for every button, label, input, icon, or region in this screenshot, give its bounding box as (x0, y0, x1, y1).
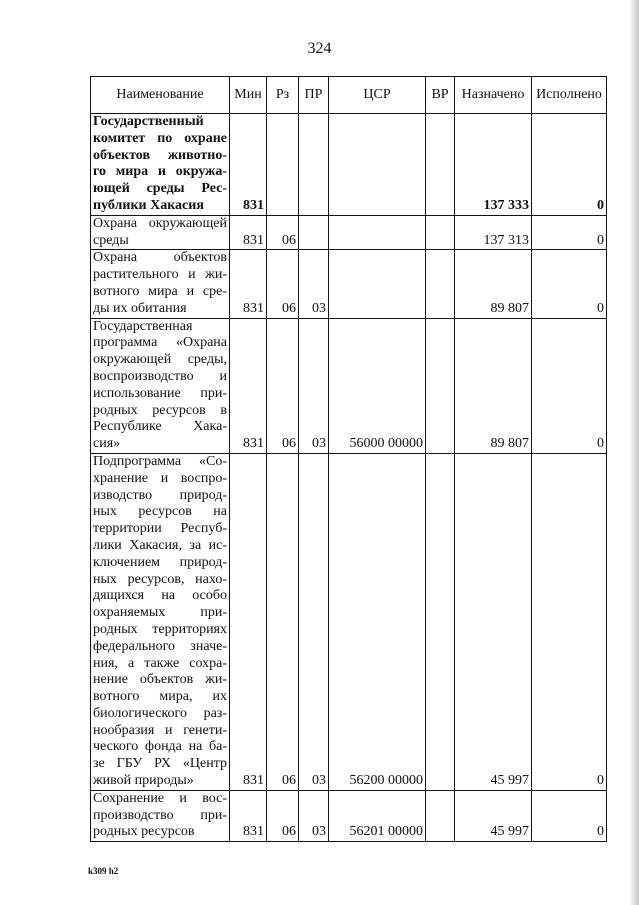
row-name-line: производство при- (93, 807, 227, 823)
row-name-line: Охрана окружающей (93, 215, 227, 231)
row-pr: 03 (299, 453, 329, 790)
row-name-line: нение объектов жи- (93, 672, 227, 688)
row-csr: 56200 00000 (329, 453, 426, 790)
row-name-line: территории Респуб- (93, 521, 227, 537)
table-body (91, 114, 607, 842)
row-name-line: федерального значе- (93, 638, 227, 654)
row-name-line: Государственная (93, 318, 193, 334)
header-executed: Исполнено (532, 77, 607, 114)
row-pr (299, 114, 329, 216)
row-name-line: использование при- (93, 385, 227, 401)
row-name-line: зе ГБУ РХ «Центр (93, 756, 227, 772)
row-name-line: родных ресурсов (93, 824, 195, 840)
row-csr: 56201 00000 (329, 790, 426, 841)
row-name-line: Подпрограмма «Со- (93, 453, 227, 469)
header-assigned: Назначено (455, 77, 532, 114)
row-name-line: объектов животно- (93, 147, 227, 163)
row-name-line: живой природы» (93, 773, 194, 789)
footer-code: k309 h2 (88, 866, 119, 876)
row-assigned: 45 997 (455, 790, 532, 841)
table-row (91, 453, 607, 790)
row-name-line: сия» (93, 436, 121, 452)
row-name-line: вотного мира, их (93, 689, 227, 705)
row-rz (267, 114, 299, 216)
row-name-line: Сохранение и вос- (93, 790, 227, 806)
header-vr: ВР (426, 77, 455, 114)
row-assigned: 89 807 (455, 318, 532, 453)
row-name-line: дящихся на особо (93, 588, 227, 604)
row-rz: 06 (267, 453, 299, 790)
row-name (91, 318, 230, 453)
row-rz: 06 (267, 215, 299, 250)
row-pr: 03 (299, 318, 329, 453)
row-executed: 0 (532, 215, 607, 250)
row-executed: 0 (532, 250, 607, 318)
row-name-line: ключением природ- (93, 554, 227, 570)
row-min: 831 (230, 250, 267, 318)
row-name-line: го мира и окружа- (93, 164, 227, 180)
row-name-line: родных территориях (93, 621, 227, 637)
row-name-line: ных ресурсов, нахо- (93, 571, 227, 587)
row-name-line: Охрана объектов (93, 250, 227, 266)
row-min: 831 (230, 318, 267, 453)
budget-table (90, 76, 607, 842)
row-name (91, 790, 230, 841)
row-executed: 0 (532, 318, 607, 453)
row-csr: 56000 00000 (329, 318, 426, 453)
table-row (91, 250, 607, 318)
page-number: 324 (307, 40, 332, 57)
row-assigned: 137 313 (455, 215, 532, 250)
row-min: 831 (230, 790, 267, 841)
row-name-line: среды (93, 232, 129, 248)
row-name-line: воспроизводство и (93, 368, 227, 384)
header-row (91, 77, 607, 114)
row-min: 831 (230, 114, 267, 216)
row-vr (426, 215, 455, 250)
table-row (91, 114, 607, 216)
row-name-line: хранение и воспро- (93, 470, 227, 486)
row-pr (299, 215, 329, 250)
row-rz: 06 (267, 318, 299, 453)
row-name-line: ды их обитания (93, 300, 187, 316)
row-name (91, 215, 230, 250)
row-min: 831 (230, 453, 267, 790)
row-csr (329, 215, 426, 250)
row-name-line: публики Хакасия (93, 197, 204, 213)
row-pr: 03 (299, 250, 329, 318)
row-name-line: Государственный (93, 114, 204, 129)
table-row (91, 790, 607, 841)
row-name (91, 250, 230, 318)
scan-edge-shadow (629, 0, 639, 905)
row-assigned: 89 807 (455, 250, 532, 318)
row-vr (426, 318, 455, 453)
header-name: Наименование (91, 77, 230, 114)
row-executed: 0 (532, 114, 607, 216)
header-pr: ПР (299, 77, 329, 114)
row-name-line: растительного и жи- (93, 267, 227, 283)
row-executed: 0 (532, 453, 607, 790)
row-name-line: лики Хакасия, за ис- (93, 537, 227, 553)
header-rz: Рз (267, 77, 299, 114)
row-assigned: 137 333 (455, 114, 532, 216)
row-name-line: родных ресурсов в (93, 402, 227, 418)
row-name-line: нообразия и генети- (93, 722, 227, 738)
header-min: Мин (230, 77, 267, 114)
row-csr (329, 250, 426, 318)
header-csr: ЦСР (329, 77, 426, 114)
row-name-line: Республике Хака- (93, 419, 227, 435)
row-executed: 0 (532, 790, 607, 841)
row-vr (426, 453, 455, 790)
row-assigned: 45 997 (455, 453, 532, 790)
row-name-line: комитет по охране (93, 130, 227, 146)
row-name-line: ния, а также сохра- (93, 655, 227, 671)
row-pr: 03 (299, 790, 329, 841)
row-name-line: ющей среды Рес- (93, 181, 227, 197)
row-name-line: охраняемых при- (93, 605, 227, 621)
row-name-line: ных ресурсов на (93, 504, 227, 520)
row-name (91, 453, 230, 790)
table-row (91, 318, 607, 453)
row-rz: 06 (267, 250, 299, 318)
row-name (91, 114, 230, 216)
row-vr (426, 790, 455, 841)
row-vr (426, 114, 455, 216)
row-name-line: программа «Охрана (93, 335, 227, 351)
row-name-line: окружающей среды, (93, 352, 227, 368)
row-name-line: биологического раз- (93, 705, 227, 721)
row-name-line: изводство природ- (93, 487, 227, 503)
row-vr (426, 250, 455, 318)
row-rz: 06 (267, 790, 299, 841)
row-min: 831 (230, 215, 267, 250)
row-name-line: вотного мира и сре- (93, 283, 227, 299)
row-csr (329, 114, 426, 216)
table-row (91, 215, 607, 250)
row-name-line: ческого фонда на ба- (93, 739, 227, 755)
